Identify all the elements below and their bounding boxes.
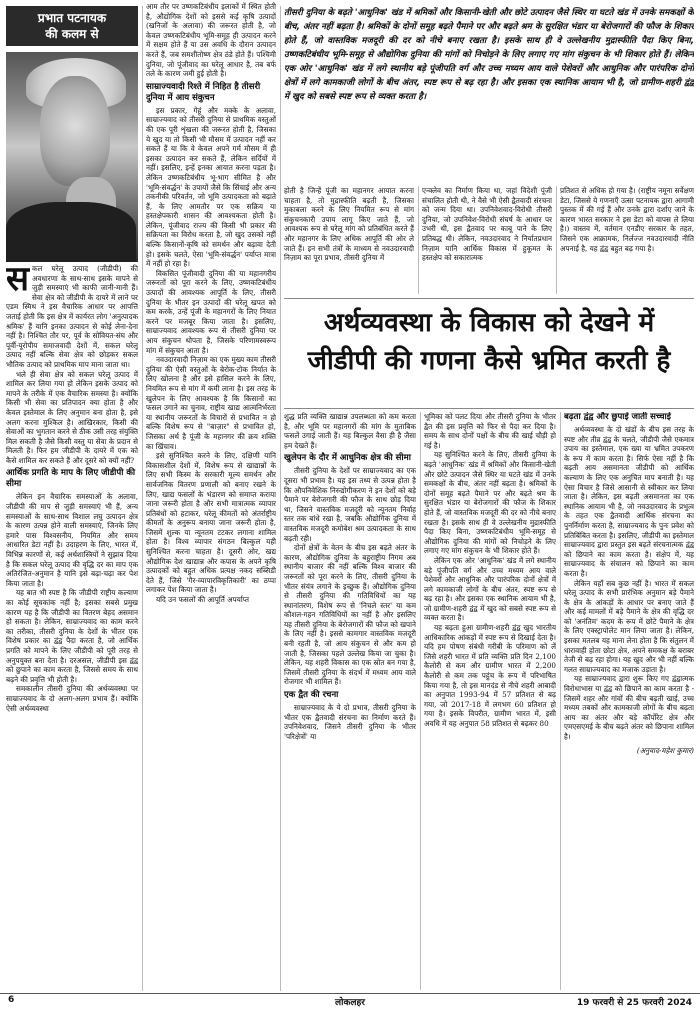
article-column-5 (564, 412, 694, 990)
drop-cap: स (6, 264, 29, 299)
subheading: एक द्वैत की रचना (284, 690, 339, 701)
upper-column-2: एन्क्लेव का निर्माण किया था, जहां विदेशी पूंजी संचालित होती थी, ने वैसे भी ऐसी द्वैतवादी संरचना को जन्म दिया था। उपनिवेशवाद-विरोधी तीसरी दुनिया, जो उपनिवेश-विरोधी संघर्ष के आधार पर उभरी थी, इस द्वैतवाद पर काबू पाने के लिए प्रतिबद्ध थी। लेकिन, नवउदारवाद ने निर्यातप्रधान निज़ाम यानि आर्थिक विकास में हुकूमत के हस्तक्षेप को सकारात्मक (422, 186, 552, 263)
article-paragraph: नवउदारवादी निज़ाम का एक मुख्य काम तीसरी दुनिया की ऐसी वस्तुओं के बेरोक-टोक निर्यात के लिए खोलना है और इसे हासिल करने के लिए, नियमित रूप से मांग में कमी लाना है। इस तरह के खुलेपन के लिए आवश्यक है कि किसानों का फसल उगाने का चुनाव, राष्ट्रीय खाद्य आत्मनिर्भरता या स्थानीय जरूरतों के विचारों से प्रभावित न हो बल्कि विशेष रूप से "बाज़ार" से प्रभावित हो, जिसका अर्थ है पूंजी के महानगर की क्रय शक्ति का खिंचाव। (146, 355, 276, 451)
article-column-2 (146, 2, 276, 990)
article-paragraph: इसे सुनिश्चित करने के लिए, दक्षिणी यानि विकासशील देशों में, विशेष रूप से खाद्यान्नों के लिए सभी किस्म के सरकारी मूल्य समर्थन और सार्वजनिक वितरण प्रणाली को बनाए रखने के लिए, खाद्य फसलों के भंडारण को समाप्त कराया जाना जरूरी होता है और सभी मात्रात्मक व्यापार प्रतिबंधों को हटाकर, घरेलू कीमतों को अंतर्राष्ट्रीय कीमतों के अनुरूप बनाया जाना जरूरी होता है, जिसमें शुल्क या न्यूनतम टटकर लगाना शामिल होता है। विश्व व्यापार संगठन बिल्कुल यही सुनिश्चित करना चाहता है। दूसरी ओर, खद्य औद्योगिक देश खाद्यान्न और कपास के अपने कृषि उत्पादकों को बहुत अधिक प्रत्यक्ष नकद सब्सिडी देते हैं, जिसे 'गैर-व्यापारविकृतिकारी' का ठप्पा लगाकर पेश किया जाता है। (146, 451, 276, 595)
pull-quote-text: तीसरी दुनिया के बढ़ते 'आधुनिक' खंड में श्रमिकों और किसानी-खेती और छोटे उत्पादन जैसे स्थिर या घटते खंड में उनके समकक्षों के बीच, अंतर नहीं बढ़ता है। श्रमिकों के दोनों समूह बढ़ते पैमाने पर और बढ़ते श्रम के सुरक्षित भंडार या बेरोजगारों की फौज के शिकार होते हैं, जो वास्तविक मजदूरी की दर को नीचे बनाए रखता है। इसके साथ ही वे उल्लेखनीय मुद्रास्फीति पैदा किए बिना, उष्णकटिबंधीय भूमि-समूह से औद्योगिक दुनिया की मांगों को निचोड़ने के लिए लगाए गए मांग संकुचन के भी शिकार होते हैं। लेकिन एक ओर 'आधुनिक' खंड में लगे स्थानीय बड़े पूंजीपति वर्ग और उच्च मध्यम आय वाले पेशेवरों और आधुनिक और पारंपरिक दोनों क्षेत्रों में लगे कामकाजी लोगों के बीच अंतर, स्पष्ट रूप से बढ़ रहा है। और इसका एक स्थानिक आयाम भी है, जो ग्रामीण-शहरी द्वंद्व में खुद को सबसे स्पष्ट रूप से व्यक्त करता है। (284, 8, 694, 102)
article-paragraph: यह साम्राज्यवाद द्वारा शुरू किए गए द्वंद्वात्मक विरोधाभास या द्वंद्व को छिपाने का काम करता है - जिसमें शहर और गांवों की बीच बढ़ती खाई, उच्च मध्यम तबकों और कामकाजी लोगों के बीच बढ़ता आय का अंतर और बड़े कॉर्पोरेट क्षेत्र और एमएसएमई के बीच बढ़ते अंतर को छिपाना शामिल है। (564, 674, 694, 741)
article-column-3 (284, 412, 416, 990)
headline-line-1: अर्थव्यवस्था के विकास को देखने में (323, 308, 655, 338)
upper-column-1: होती है जिन्हें पूंजी का महानगर आयात करना चाहता है, तो मुद्रास्फीति बढ़ती है, जिसका मुकाबला करने के लिए नियमित रूप से मांग संकुचनकारी उपाय लागू किए जाते हैं, जो आवश्यक रूप से घरेलू मांग को प्रतिबंधित करते हैं और महानगर के लिए अधिक आपूर्ति की ओर ले जाते हैं। इन सभी तंत्रों के माध्यम से नवउदारवादी निज़ाम का पूरा प्रभाव, तीसरी दुनिया में (284, 186, 414, 263)
article-paragraph: समकालीन तीसरी दुनिया की अर्थव्यवस्था पर साम्राज्यवाद के दो अलग-अलग प्रभाव हैं। क्योंकि ऐसी अर्थव्यवस्था (6, 684, 138, 713)
subheading: साम्राज्यवादी रिश्ते में निहित है तीसरी दुनिया में आय संकुचन (146, 81, 261, 103)
author-portrait-photo (6, 52, 138, 262)
author-byline-box (6, 6, 138, 46)
article-paragraph: शुद्ध प्रति व्यक्ति खाद्यान्न उपलब्धता को कम करता है, और भूमि पर महानगरों की मांग के मुताबिक फसलें उगाई जाती हैं। यह बिल्कुल वैसा ही है जैसा हम देखते हैं। (284, 412, 416, 450)
author-name: प्रभात पटनायक (37, 11, 107, 25)
pull-quote-block (284, 6, 694, 182)
article-paragraph: तीसरी दुनिया के देशों पर साम्राज्यवाद का एक दूसरा भी प्रभाव है। यह इस तथ्य से उत्पन्न होता है कि औपनिवेशिक निरुद्योगीकरण ने इन देशों को बड़े पैमाने पर बेरोजगारी की फौज के साथ छोड़ दिया था, जिसने वास्तविक मजदूरी को न्यूनतम निर्वाह स्तर तक बांधे रखा है, जबकि औद्योगिक दुनिया में वास्तविक मजदूरी कमोबेश श्रम उत्पादकता के साथ बढ़ती रही। (284, 466, 416, 543)
article-paragraph: दोनों क्षेत्रों के वेतन के बीच इस बढ़ते अंतर के कारण, औद्योगिक दुनिया के बहुराष्ट्रीय निगम अब स्थानीय बाजार की नहीं बल्कि विश्व बाजार की जरूरतों को पूरा करने के लिए, तीसरी दुनिया के भीतर संयंत्र लगाने के इच्छुक हैं। औद्योगिक दुनिया से तीसरी दुनिया की गतिविधियों का यह स्थानांतरण, विशेष रूप से 'निचले स्तर' या कम कौशल-गहन गतिविधियों का नहीं है और इसलिए यह तीसरी दुनिया के बेरोजगारों की फौज को खपाने के लिए नहीं है। इससे कामगार वास्तविक मजदूरी बनी रहती है, जो आय संकुचन से और कम हो जाती है, जिसका पहले उल्लेख किया जा चुका है। लेकिन, यह शहरी विकास का एक स्रोत बन गया है, जिसमें तीसरी दुनिया के संदर्भ में मध्यम आय वाले रोजगार भी शामिल हैं। (284, 543, 416, 687)
subheading: बढ़ता द्वंद्व और छुपाई जाती सच्चाई (564, 412, 671, 422)
upper-column-3: प्रतिशत से अधिक हो गया है। (राष्ट्रीय नमूना सर्वेक्षण डेटा, जिससे ये गणनाएँ उत्सा पटनायक द्वारा आगामी पुस्तक में की गई हैं और उनके द्वारा दर्शाए जाने के कारण भारत सरकार ने इस डेटा को वापस ले लिया है।) वास्तव में, वर्तमान एनडीए सरकार के तहत, जिसने एक आक्रामक, निर्लज्ज नवउदारवादी नीति अपनाई है, यह द्वंद्व बहुत बढ़ गया है। (560, 186, 694, 253)
issue-date: 19 फरवरी से 25 फरवरी 2024 (576, 998, 692, 1008)
article-paragraph: यह बढ़ता हुआ ग्रामीण-शहरी द्वंद्व खुद भारतीय आधिकारिक आंकड़ों में स्पष्ट रूप से दिखाई देता है। यदि हम पोषण संबंधी गरीबी के परिमाण को लें जिसे शहरी भारत में प्रति व्यक्ति प्रति दिन 2,100 कैलोरी से कम और ग्रामीण भारत में 2,200 कैलोरी से कम तक पहुंच के रूप में परिभाषित किया गया है, तो इस मानदंड से नीचे शहरी आबादी का अनुपात 1993-94 में 57 प्रतिशत से बढ़ गया, जो 2017-18 में लगभग 60 प्रतिशत हो गया है। इसके विपरीत, ग्रामीण भारत में, इसी अवधि में यह अनुपात 58 प्रतिशत से बढ़कर 80 (424, 623, 556, 728)
article-paragraph: लेकिन इन वैचारिक समस्याओं के अलावा, जीडीपी की माप से जुड़ी समस्याएं भी हैं, अन्य समस्याओं के साथ-साथ विशाल लघु उत्पादन क्षेत्र के कारण उत्पन्न होने वाली समस्याएं, जिनके लिए हमारे पास विश्वसनीय, नियमित और समय आधारित डेटा नहीं है। उदाहरण के लिए, भारत में, विभिन्न कारणों से, कई अर्थशास्त्रियों ने सुझाव दिया है कि सकल घरेलू उत्पाद की वृद्धि दर का माप एक अतिरंजित-अनुमान है यानि इसे बढ़ा-चढ़ा कर पेश किया जाता है। (6, 492, 138, 588)
publication-name: लोकलहर (335, 998, 365, 1008)
subheading: खुलेपन के दौर में आधुनिक क्षेत्र की सीमा (284, 453, 411, 464)
article-paragraph: लेकिन यहाँ सब कुछ नहीं है। भारत में सकल घरेलू उत्पाद के सभी प्रारंभिक अनुमान बड़े पैमाने के क्षेत्र के आंकड़ों के आधार पर बनाए जाते हैं और कई मामलों में बड़े पैमाने के क्षेत्र की वृद्धि दर को 'अनंतिम' कदम के रूप में छोटे पैमाने के क्षेत्र के लिए एक्स्ट्रापोलेट मान लिया जाता है। लेकिन, इसका मतलब यह माना लेना होता है कि संतुलन में धारावाही होता छोटा क्षेत्र, अपने समकक्ष के बराबर तेजी से बढ़ रहा होगा। यह खुद और भी नहीं बल्कि गलत साम्राज्यवाद का मजाक उड़ाता है। (564, 578, 694, 674)
subheading: आर्थिक प्रगति के माप के लिए जीडीपी की सीमा (6, 468, 136, 490)
article-paragraph: यह बात भी स्पष्ट है कि जीडीपी राष्ट्रीय कल्याण का कोई सूचकांक नहीं है; इसका सबसे प्रमुख कारण यह है कि जीडीपी का वितरण बेहद असमान हो सकता है। लेकिन, साम्राज्यवाद का काम करने का तरीका, तीसरी दुनिया के देशों के भीतर एक विशेष प्रकार का द्वंद्व पैदा करता है, जो आर्थिक प्रगति को मापने के लिए जीडीपी को पूरी तरह से अनुपयुक्त बना देता है। दरअसल, जीडीपी इस द्वंद्व को छुपाने का काम करता है, जिससे समय के साथ बढ़ने की प्रवृत्ति भी होती है। (6, 588, 138, 684)
byline-tagline: की कलम से (45, 27, 99, 41)
article-column-4 (424, 412, 556, 990)
article-column-1 (6, 262, 138, 990)
article-paragraph: लेकिन एक ओर 'आधुनिक' खंड में लगे स्थानीय बड़े पूंजीपति वर्ग और उच्च मध्यम आय वाले पेशेवरों और आधुनिक और पारंपरिक दोनों क्षेत्रों में लगे कामकाजी लोगों के बीच अंतर, स्पष्ट रूप से बढ़ रहा है। और इसका एक स्थानिक आयाम भी है, जो ग्रामीण-शहरी द्वंद्व में खुद को सबसे स्पष्ट रूप से व्यक्त करता है। (424, 555, 556, 623)
article-paragraph: अर्थव्यवस्था के दो खंडों के बीच इस तरह के स्पष्ट और तीव्र द्वंद्व के चलते, जीडीपी जैसे एकमात्र उपाय का इस्तेमाल, एक ख्या या भ्रमित उपकरण के रूप में काम करता है। सिर्फ ऐसा नहीं है कि बढ़ती आय असमानता जीडीपी को आर्थिक कल्याण के लिए एक अनुचित माप बनाती है। यह ऐसा विचार है जिसे आसानी से स्वीकार कर लिया जाता है। लेकिन, इस बढ़ती असमानता का एक स्थानिक आयाम भी है, जो नवउदारवाद के प्रभुत्व के तहत एक द्वैतवादी आर्थिक संरचना का पुनर्निर्माण करता है, साम्राज्यवाद के पुनः प्रवेश को प्रतिबिंबित करता है। इसलिए, जीडीपी का इस्तेमाल साम्राज्यवाद द्वारा प्रस्तुत इस बढ़ते संरचनात्मक द्वंद्व को छिपाने का काम करता है। संक्षेप में, यह साम्राज्यवाद के संचालन को छिपाने का काम करता है। (564, 425, 694, 578)
intro-paragraph: सकल घरेलू उत्पाद (जीडीपी) की अवधारणा के साथ-साथ इसके मापने से जुड़ी समस्याएं भी काफी जानी-मानी हैं। सेवा क्षेत्र को जीडीपी के दायरे में लाने पर एडम स्मिथ ने इस वैचारिक आधार पर आपत्ति जताई होती कि इस क्षेत्र में कार्यरत लोग 'अनुत्पादक श्रमिक' हैं यानि इनका उत्पादन से कोई लेना-देना नहीं है। निश्चित तौर पर, पूर्व के सोवियत-संघ और पूर्वी-यूरोपीय समाजवादी देशों में, सकल घरेलू उत्पाद नहीं बल्कि सेवा क्षेत्र को छोड़कर सकल भौतिक उत्पाद को प्राथमिक माप माना जाता था। (6, 264, 138, 369)
article-paragraph: विकसित पूंजीवादी दुनिया की या महानगरीय जरूरतों को पूरा करने के लिए, उष्णकटिबंधीय उत्पादों की आवश्यक आपूर्ति के लिए, तीसरी दुनिया के भीतर इन उत्पादों की घरेलू खपत को कम करके, उन्हें पूंजी के महानगरों के लिए नियात करने पर मजबूर किया जाता है। इसलिए, साम्राज्यवाद आवश्यक रूप से तीसरी दुनिया पर आय संकुचन थोपता है, जिसके परिणामस्वरूप मांग में संकुचन आता है। (146, 268, 276, 355)
headline-line-2: जीडीपी की गणना कैसे भ्रमित करती है (307, 346, 671, 376)
article-paragraph: यह सुनिश्चित करने के लिए, तीसरी दुनिया के बढ़ते 'आधुनिक' खंड में श्रमिकों और किसानी-खेती और छोटे उत्पादन जैसे स्थिर या घटते खंड में उनके समकक्षों के बीच, अंतर नहीं बढ़ता है। श्रमिकों के दोनों समूह बढ़ते पैमाने पर और बढ़ते श्रम के सुरक्षित भंडार या बेरोजगारों की फौज के शिकार होते हैं, जो वास्तविक मजदूरी की दर को नीचे बनाए रखता है। इसके साथ ही वे उल्लेखनीय मुद्रास्फीति पैदा किए बिना, उष्णकटिबंधीय भूमि-समूह से औद्योगिक दुनिया की मांगों को निचोड़ने के लिए लगाए गए मांग संकुचन के भी शिकार होते हैं। (424, 450, 556, 556)
article-paragraph: इस प्रकार, गेहूं और मक्के के अलावा, साम्राज्यवाद को तीसरी दुनिया से प्राथमिक वस्तुओं की एक पूरी शृंखला की जरूरत होती है, जिसका ये खुद या तो किसी भी मौसम में उत्पादन नहीं कर सकते हैं या कि वे केवल अपने गर्म मौसम में ही इसका उत्पादन कर सकते हैं, लेकिन सर्दियों में नहीं। इसलिए, इन्हें इनका आयात करना पड़ता है। लेकिन उष्णकटिबंधीय भू-भाग सीमित है और 'भूमि-संवर्द्धन' के उपायों जैसे कि सिंचाई और अन्य तकनीकी परिवर्तन, जो भूमि उत्पादकता को बढ़ाते हैं, के लिए आमतौर पर एक सक्रिय या हस्तक्षेपकारी शासन की आवश्यकता होती है। लेकिन, पूंजीवाद राज्य की किसी भी प्रकार की सक्रियता का विरोध करता है, जो खुद उसको नहीं बल्कि किसानों-कृषि को समर्थन और बढ़ावा देती हो। इसके चलते, ऐसा 'भूमि-संवर्द्धन' पर्याप्त मात्रा में नहीं हो रहा है। (146, 105, 276, 269)
article-paragraph: आम तौर पर उष्णकटिबंधीय इलाकों में स्थित होती है, औद्योगिक देशों को इससे कई कृषि उत्पादों (खनिजों के अलावा) की जरूरत होती है, जो केवल उष्णकटिबंधीय भूमि-समूह ही उत्पादन करने में सक्षम होते हैं या उस अवधि के दौरान उत्पादन करते हैं, जब समशीतोष्ण क्षेत्र ठंडे होते हैं। पश्चिमी दुनिया, जो पूंजीवाद का घरेलू आधार है, तब बर्फ तले के कारण जमी हुई होती है। (146, 2, 276, 79)
article-paragraph: साम्राज्यवाद के ये दो प्रभाव, तीसरी दुनिया के भीतर एक द्वैतवादी संरचना का निर्माण करते हैं। उपनिवेशवाद, जिसने तीसरी दुनिया के भीतर 'परिक्षेत्रों' या (284, 703, 416, 741)
article-headline (284, 302, 694, 402)
page-number: 6 (8, 995, 15, 1005)
article-paragraph: यदि उन फसलों की आपूर्ति अपर्याप्त (156, 595, 250, 605)
article-paragraph: भूमिका को पलट दिया और तीसरी दुनिया के भीतर द्वैत की इस प्रवृत्ति को फिर से पैदा कर दिया है। समय के साथ दोनों पक्षों के बीच की खाई चौड़ी हो गई है। (424, 412, 556, 450)
article-paragraph: भले ही सेवा क्षेत्र को सकल घरेलू उत्पाद में शामिल कर लिया गया हो लेकिन इसके उत्पाद को मापने के तरीके में एक वैचारिक समस्या है। क्योंकि किसी भी सेवा का प्रतिपादन क्या होता है और केवल इस्तेमाल के लिए अनुमान बना होता है, इसे अलग करना मुश्किल है। आखिरकार, किसी की सेवाओं का भुगतान करने से ठीक उसी तरह संयुक्ति मिल सकती है जैसे किसी वस्तु या सेवा के प्रदान से मिलती है। फिर हम जीडीपी के दायरे में एक को कैसे शामिल कर सकते हैं और दूसरे को क्यों नहीं? (6, 369, 138, 465)
translator-credit: (अनुवाद-महेश कुमार) (636, 745, 694, 755)
